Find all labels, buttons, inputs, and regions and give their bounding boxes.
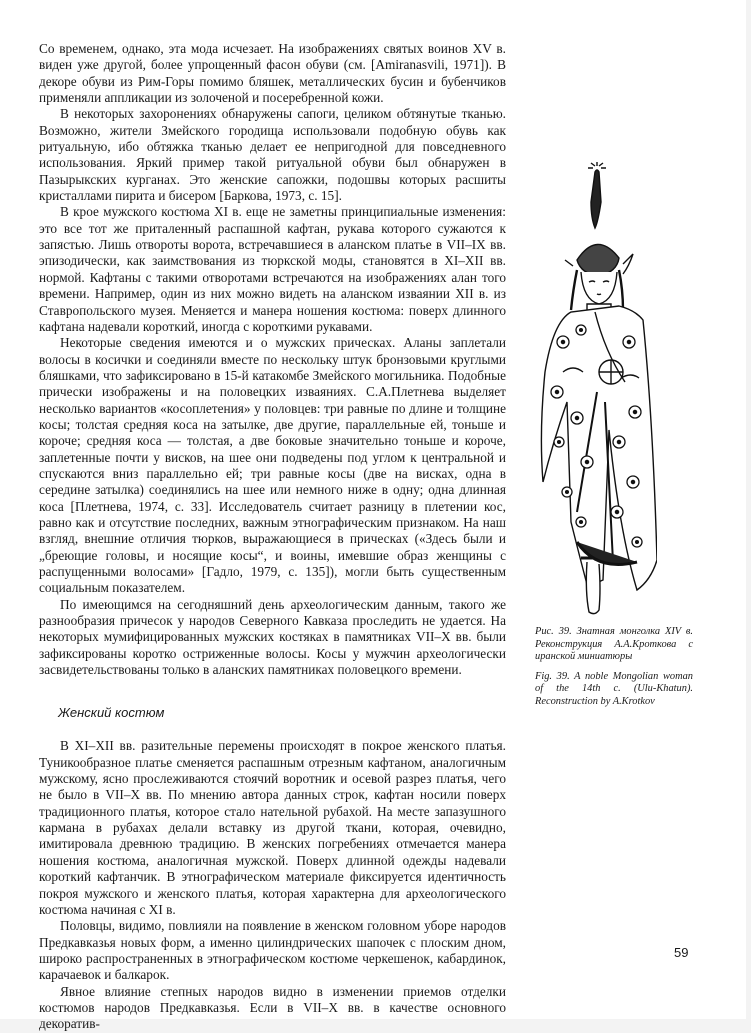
paragraph: Некоторые сведения имеются и о мужских прическах. Аланы заплетали волосы в косички и соединяли вместе по нескольку штук бронзовыми круглыми бляшками, что зафиксировано в 15-й катакомбе Змейского могильника. Подобные прически изображены и на половецких изваяниях. С.А.Плетнева выделяет несколько вариантов «косоплетения» у половцев: три равные по длине и толщине косы; толстая средняя коса на затылке, две другие, параллельные ей, тоньше и короче; средняя коса — толстая, а две боковые значительно тоньше и короче, заплетенные почти у висков, на шее они подведены под углом к центральной и спускаются вниз параллельно ей; три равные косы (две на висках, одна в середине затылка) соединялись на шее или немного ниже в одну; одна длинная коса [Плетнева, 1974, с. 33]. Исследователь считает разницу в плетении кос, равно как и отсутствие последних, важным этнографическим признаком. На наш взгляд, внешние отличия тюрков, выражающиеся в прическах («Здесь были и „бреющие головы, и носящие косы“, и воины, имевшие образ женщины с распущенными волосами» [Гадло, 1979, с. 135]), могли быть существенным социальным показателем. (39, 335, 506, 596)
paragraph: В некоторых захоронениях обнаружены сапоги, целиком обтянутые тканью. Возможно, жители Змейского городища использовали подобную обувь как ритуальную, ибо обтяжка тканью делает ее непригодной для повседневного использования. Яркий пример такой ритуальной обуви был обнаружен в Пазырыкских курганах. Это женские сапожки, подошвы которых расшиты кристаллами пирита и бисером [Баркова, 1973, с. 15]. (39, 106, 506, 204)
paragraph: Со временем, однако, эта мода исчезает. На изображениях святых воинов XV в. виден уже другой, более упрощенный фасон обуви (см. [Amiranasvili, 1971]). В декоре обуви из Рим-Горы помимо бляшек, металлических бусин и бубенчиков применяли аппликации из золоченой и посеребренной кожи. (39, 41, 506, 106)
caption-english: Fig. 39. A noble Mongolian woman of the 14th c. (Ulu-Khatun). Reconstruction by A.Krotkov (535, 670, 693, 707)
figure-caption (535, 626, 693, 716)
page-number: 59 (674, 945, 689, 960)
paragraph: Половцы, видимо, повлияли на появление в женском головном уборе народов Предкавказья новых форм, а именно цилиндрических шапочек с плоским дном, широко распространенных в этнографическом костюме черкешенок, кабардинок, карачаевок и балкарок. (39, 918, 506, 983)
section-heading: Женский костюм (58, 705, 165, 721)
mongolian-woman-drawing-icon (537, 162, 657, 618)
figure-illustration (537, 162, 657, 618)
caption-russian: Рис. 39. Знатная монголка XIV в. Реконструкция А.А.Кроткова с иранской миниатюры (535, 626, 693, 663)
paragraph: Явное влияние степных народов видно в изменении приемов отделки костюмов народов Предкавказья. Если в VII–X вв. в качестве основного декоратив- (39, 983, 506, 1032)
paragraph: В крое мужского костюма XI в. еще не заметны принципиальные изменения: это все тот же приталенный распашной кафтан, рукава которого сужаются к запястью. Лишь отвороты ворота, встречавшиеся в аланском платье в VII–IX вв. эпизодически, как заимствования из тюркской моды, становятся в XI–XII вв. нормой. Кафтаны с такими отворотами встречаются на изображениях алан того времени. Например, один из них можно видеть на аланском изваянии XII в. из Ставропольского музея. Меняется и манера ношения костюма: поверх длинного кафтана надевали короткий, иногда с короткими рукавами. (39, 204, 506, 334)
main-text-column (39, 41, 506, 1033)
paragraph: По имеющимся на сегодняшний день археологическим данным, такого же разнообразия причесок у народов Северного Кавказа проследить не удается. На некоторых мумифицированных мужских костяках в памятниках VII–X вв. были зафиксированы коротко остриженные волосы. Косы у мужчин археологически засвидетельствованы только в аланских памятниках половецкого времени. (39, 596, 506, 678)
paragraph: В XI–XII вв. разительные перемены происходят в покрое женского платья. Туникообразное платье сменяется распашным отрезным кафтаном, аналогичным мужскому, ясно прослеживаются стоячий воротник и осевой разрез платья, чего не было в VII–X вв. По мнению автора данных строк, кафтан носили поверх традиционного платья, которое стало нательной рубахой. На месте запазушного кармана в рубахах делали вставку из другой ткани, которая, очевидно, имитировала древнюю традицию. В женских погребениях отмечается манера ношения костюма, аналогичная мужской. Поверх длинной одежды надевали короткий кафтанчик. В этнографическом материале фиксируется идентичность покроя мужского и женского платья, которая характерна для археологического костюма начиная с XI в. (39, 738, 506, 917)
